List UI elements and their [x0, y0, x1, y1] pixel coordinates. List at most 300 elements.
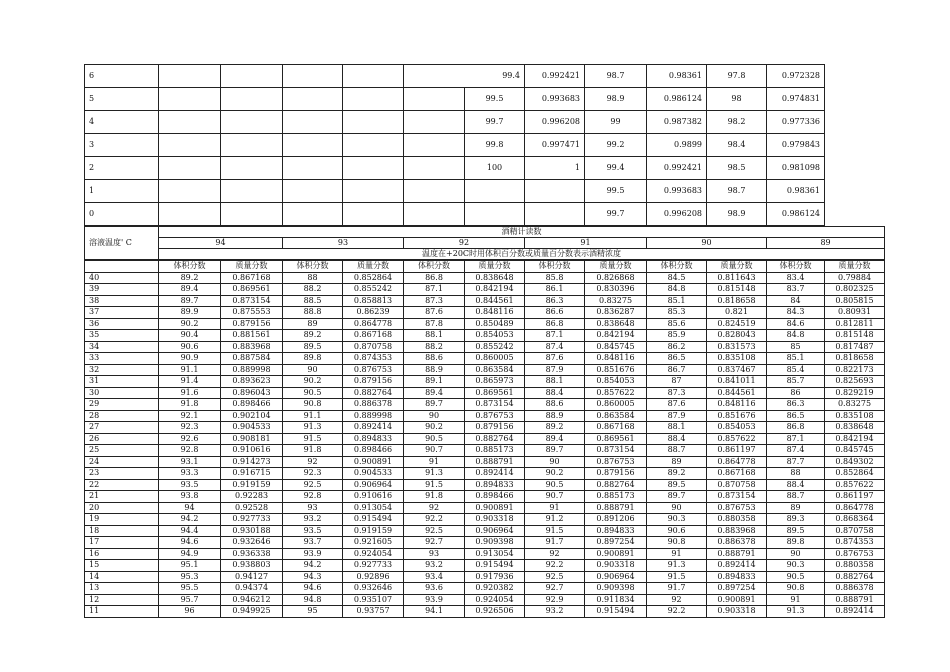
mass-cell: 0.932646	[221, 537, 283, 549]
mass-cell: 0.857622	[707, 433, 767, 445]
volume-cell: 85.8	[525, 272, 585, 284]
row-label: 0	[85, 203, 159, 226]
upper-table	[84, 64, 885, 226]
mass-cell: 0.857622	[825, 479, 885, 491]
mass-cell: 0.869561	[221, 284, 283, 296]
volume-cell: 90	[283, 364, 343, 376]
volume-cell: 92.5	[404, 525, 465, 537]
temperature-cell: 28	[85, 410, 159, 422]
volume-cell: 85.1	[647, 295, 707, 307]
mass-cell: 0.812811	[825, 318, 885, 330]
volume-cell: 89.2	[283, 330, 343, 342]
volume-cell: 93.1	[159, 456, 221, 468]
mass-cell: 0.848116	[465, 307, 525, 319]
volume-cell: 86.2	[647, 341, 707, 353]
volume-cell: 87.3	[404, 295, 465, 307]
volume-cell: 91.3	[283, 422, 343, 434]
volume-cell: 87.9	[647, 410, 707, 422]
volume-cell: 88.6	[404, 353, 465, 365]
volume-cell: 94.1	[404, 606, 465, 618]
empty-cell	[343, 88, 404, 111]
volume-cell: 94.6	[159, 537, 221, 549]
mass-cell: 0.894833	[707, 571, 767, 583]
mass-cell: 0.903318	[465, 514, 525, 526]
mass-cell: 0.811643	[707, 272, 767, 284]
volume-cell: 92.5	[283, 479, 343, 491]
volume-cell: 93	[283, 502, 343, 514]
empty-cell	[283, 111, 343, 134]
mass-cell: 0.855242	[343, 284, 404, 296]
empty-cell	[343, 203, 404, 226]
mass-cell: 0.854053	[707, 422, 767, 434]
mass-cell: 0.900891	[585, 548, 647, 560]
mass-cell: 0.94127	[221, 571, 283, 583]
temperature-cell: 29	[85, 399, 159, 411]
empty-cell	[159, 157, 221, 180]
volume-cell: 89	[767, 502, 825, 514]
volume-cell: 93.9	[404, 594, 465, 606]
volume-cell: 86.1	[525, 284, 585, 296]
mass-cell: 0.916715	[221, 468, 283, 480]
mass-cell: 0.892414	[707, 560, 767, 572]
mass-cell: 0.900891	[707, 594, 767, 606]
upper-row	[85, 111, 885, 134]
mass-cell: 0.891206	[585, 514, 647, 526]
volume-cell: 89.3	[767, 514, 825, 526]
mass-cell: 0.911834	[585, 594, 647, 606]
mass-cell: 0.888791	[825, 594, 885, 606]
mass-cell: 0.829219	[825, 387, 885, 399]
volume-cell: 90.5	[767, 571, 825, 583]
mass-cell: 0.851676	[585, 364, 647, 376]
mass-cell: 0.818658	[707, 295, 767, 307]
volume-cell: 87.7	[767, 456, 825, 468]
mass-cell: 0.838648	[585, 318, 647, 330]
volume-cell: 92.5	[525, 571, 585, 583]
mass-cell: 0.83275	[825, 399, 885, 411]
volume-cell: 91.1	[159, 364, 221, 376]
temperature-cell: 24	[85, 456, 159, 468]
volume-cell: 98.9	[707, 203, 767, 226]
mass-cell: 0.900891	[465, 502, 525, 514]
mass-cell: 0.897254	[707, 583, 767, 595]
empty-cell	[159, 203, 221, 226]
table-row	[85, 537, 885, 549]
mass-cell: 0.870758	[825, 525, 885, 537]
mass-cell: 0.909398	[465, 537, 525, 549]
volume-cell: 93.8	[159, 491, 221, 503]
mass-cell: 0.875553	[221, 307, 283, 319]
row-label: 1	[85, 180, 159, 203]
volume-cell: 93.4	[404, 571, 465, 583]
table-row	[85, 410, 885, 422]
mass-cell: 0.861197	[825, 491, 885, 503]
mass-cell: 0.92528	[221, 502, 283, 514]
mass-cell: 0.830396	[585, 284, 647, 296]
mass-cell: 0.854053	[585, 376, 647, 388]
reading-header: 92	[404, 238, 525, 249]
mass-cell: 0.870758	[343, 341, 404, 353]
mass-cell: 0.828043	[707, 330, 767, 342]
volume-cell: 92.1	[159, 410, 221, 422]
volume-cell: 93.5	[283, 525, 343, 537]
volume-cell: 90	[767, 548, 825, 560]
temperature-cell: 14	[85, 571, 159, 583]
mass-cell: 0.864778	[707, 456, 767, 468]
volume-cell: 98.4	[707, 134, 767, 157]
volume-cell: 87.4	[525, 341, 585, 353]
empty-cell	[221, 180, 283, 203]
volume-cell: 92.2	[647, 606, 707, 618]
upper-row	[85, 157, 885, 180]
volume-cell: 90.3	[767, 560, 825, 572]
volume-cell: 98.9	[585, 88, 647, 111]
temperature-cell: 38	[85, 295, 159, 307]
table-row	[85, 399, 885, 411]
temperature-cell: 40	[85, 272, 159, 284]
mass-cell: 0.913054	[465, 548, 525, 560]
volume-cell: 94.6	[283, 583, 343, 595]
temperature-cell: 15	[85, 560, 159, 572]
mass-cell: 0.869561	[465, 387, 525, 399]
mass-cell: 0.977336	[767, 111, 825, 134]
volume-cell: 87.1	[404, 284, 465, 296]
mass-cell	[525, 180, 585, 203]
mass-cell: 0.873154	[585, 445, 647, 457]
mass-cell: 0.919159	[343, 525, 404, 537]
mass-cell: 0.913054	[343, 502, 404, 514]
volume-cell: 92.7	[525, 583, 585, 595]
volume-cell: 90	[647, 502, 707, 514]
volume-cell: 88.7	[647, 445, 707, 457]
temperature-cell: 32	[85, 364, 159, 376]
volume-cell: 91.3	[647, 560, 707, 572]
volume-cell: 86.8	[767, 422, 825, 434]
mass-cell: 0.92896	[343, 571, 404, 583]
volume-cell: 87.1	[767, 433, 825, 445]
table-row	[85, 560, 885, 572]
volume-cell: 87.3	[647, 387, 707, 399]
mass-cell: 0.835108	[707, 353, 767, 365]
mass-cell: 0.845745	[825, 445, 885, 457]
mass-cell: 0.92283	[221, 491, 283, 503]
mass-cell: 0.949925	[221, 606, 283, 618]
mass-cell: 0.879156	[465, 422, 525, 434]
volume-cell: 88.9	[525, 410, 585, 422]
empty-cell	[343, 134, 404, 157]
row-label: 5	[85, 88, 159, 111]
empty-cell	[404, 111, 465, 134]
volume-cell: 91.5	[647, 571, 707, 583]
volume-cell: 90.2	[404, 422, 465, 434]
mass-cell: 0.909398	[585, 583, 647, 595]
mass-cell: 0.876753	[343, 364, 404, 376]
upper-row	[85, 203, 885, 226]
mass-cell: 0.889998	[343, 410, 404, 422]
mass-cell: 0.9899	[647, 134, 707, 157]
volume-cell: 89.2	[647, 468, 707, 480]
mass-cell: 0.924054	[343, 548, 404, 560]
volume-cell: 89.7	[159, 295, 221, 307]
reading-header: 91	[525, 238, 647, 249]
volume-cell: 88.1	[404, 330, 465, 342]
volume-cell: 92.2	[525, 560, 585, 572]
volume-cell: 89.7	[647, 491, 707, 503]
upper-row	[85, 180, 885, 203]
temperature-cell: 11	[85, 606, 159, 618]
empty-cell	[221, 157, 283, 180]
volume-cell: 88.6	[525, 399, 585, 411]
volume-cell: 90.7	[525, 491, 585, 503]
mass-cell: 0.870758	[707, 479, 767, 491]
mass-cell: 0.898466	[465, 491, 525, 503]
volume-cell: 92.6	[159, 433, 221, 445]
volume-cell: 87.1	[525, 330, 585, 342]
volume-cell: 91.5	[404, 479, 465, 491]
mass-cell: 0.857622	[585, 387, 647, 399]
table-row	[85, 583, 885, 595]
volume-cell: 90.9	[159, 353, 221, 365]
volume-cell: 95.3	[159, 571, 221, 583]
mass-cell: 0.879156	[585, 468, 647, 480]
volume-cell: 91.7	[647, 583, 707, 595]
meter-label: 酒精计读数	[159, 227, 885, 238]
vol-header: 体积分数	[525, 261, 585, 273]
mass-header: 质量分数	[707, 261, 767, 273]
empty-cell	[404, 203, 465, 226]
volume-cell: 91	[404, 456, 465, 468]
volume-cell: 91.5	[283, 433, 343, 445]
volume-cell: 99	[585, 111, 647, 134]
volume-cell: 92.9	[525, 594, 585, 606]
mass-cell: 0.882764	[585, 479, 647, 491]
temperature-cell: 37	[85, 307, 159, 319]
temperature-cell: 20	[85, 502, 159, 514]
volume-cell: 88.2	[283, 284, 343, 296]
volume-cell: 92.3	[159, 422, 221, 434]
volume-cell: 92.2	[404, 514, 465, 526]
mass-cell: 0.888791	[465, 456, 525, 468]
upper-row	[85, 65, 885, 88]
table-row	[85, 376, 885, 388]
volume-cell: 86.8	[404, 272, 465, 284]
volume-cell: 92	[283, 456, 343, 468]
volume-cell: 94.4	[159, 525, 221, 537]
empty-cell	[343, 65, 404, 88]
volume-cell: 93.2	[404, 560, 465, 572]
mass-cell: 0.904533	[221, 422, 283, 434]
mass-cell: 0.920382	[465, 583, 525, 595]
mass-cell: 0.887584	[221, 353, 283, 365]
mass-cell: 0.903318	[707, 606, 767, 618]
mass-cell: 0.880358	[707, 514, 767, 526]
empty-cell	[404, 134, 465, 157]
mass-cell: 0.876753	[585, 456, 647, 468]
mass-cell: 0.981098	[767, 157, 825, 180]
empty-cell	[343, 157, 404, 180]
volume-cell: 85.7	[767, 376, 825, 388]
mass-cell: 0.974831	[767, 88, 825, 111]
mass-cell: 0.842194	[465, 284, 525, 296]
empty-cell	[283, 65, 343, 88]
volume-cell: 98.7	[585, 65, 647, 88]
mass-cell: 0.826868	[585, 272, 647, 284]
mass-cell: 0.921605	[343, 537, 404, 549]
row-label: 6	[85, 65, 159, 88]
volume-cell: 87	[647, 376, 707, 388]
volume-cell: 89.4	[404, 387, 465, 399]
mass-cell: 0.900891	[343, 456, 404, 468]
volume-cell: 84.3	[767, 307, 825, 319]
empty-cell	[85, 261, 159, 273]
mass-cell: 0.848116	[585, 353, 647, 365]
empty-cell	[221, 203, 283, 226]
volume-cell: 89.8	[283, 353, 343, 365]
alcohol-table-sheet	[84, 64, 884, 618]
mass-cell: 0.854053	[465, 330, 525, 342]
reading-header: 90	[647, 238, 767, 249]
volume-cell: 87.9	[525, 364, 585, 376]
mass-cell: 0.880358	[825, 560, 885, 572]
temperature-cell: 18	[85, 525, 159, 537]
mass-cell: 0.883968	[221, 341, 283, 353]
volume-cell: 99.7	[465, 111, 525, 134]
mass-cell: 0.864778	[825, 502, 885, 514]
row-label: 3	[85, 134, 159, 157]
mass-cell: 0.915494	[585, 606, 647, 618]
mass-cell: 0.98361	[767, 180, 825, 203]
volume-cell: 87.8	[404, 318, 465, 330]
volume-cell: 84.8	[767, 330, 825, 342]
volume-cell: 88.1	[647, 422, 707, 434]
empty-cell	[343, 111, 404, 134]
volume-cell: 98	[707, 88, 767, 111]
volume-cell: 99.4	[585, 157, 647, 180]
volume-cell	[465, 203, 525, 226]
mass-cell: 0.821	[707, 307, 767, 319]
mass-cell: 0.897254	[585, 537, 647, 549]
volume-cell: 95	[283, 606, 343, 618]
empty-cell	[159, 134, 221, 157]
volume-cell: 91	[647, 548, 707, 560]
volume-cell: 91.1	[283, 410, 343, 422]
volume-cell: 87.4	[767, 445, 825, 457]
upper-row	[85, 88, 885, 111]
temperature-cell: 12	[85, 594, 159, 606]
temperature-cell: 33	[85, 353, 159, 365]
volume-cell: 90.3	[647, 514, 707, 526]
volume-cell: 98.5	[707, 157, 767, 180]
empty-cell	[283, 157, 343, 180]
temperature-cell: 36	[85, 318, 159, 330]
vol-header: 体积分数	[283, 261, 343, 273]
volume-cell: 99.5	[465, 88, 525, 111]
temperature-cell: 35	[85, 330, 159, 342]
mass-cell: 0.889998	[221, 364, 283, 376]
empty-cell	[283, 203, 343, 226]
mass-cell: 0.997471	[525, 134, 585, 157]
temperature-cell: 39	[85, 284, 159, 296]
mass-header: 质量分数	[825, 261, 885, 273]
mass-cell: 0.996208	[525, 111, 585, 134]
volume-cell: 89.1	[404, 376, 465, 388]
vol-header: 体积分数	[159, 261, 221, 273]
volume-cell: 93.9	[283, 548, 343, 560]
volume-cell: 90.2	[525, 468, 585, 480]
volume-cell: 91.8	[159, 399, 221, 411]
volume-cell: 86.3	[525, 295, 585, 307]
volume-cell: 90.8	[647, 537, 707, 549]
mass-cell: 0.844561	[707, 387, 767, 399]
mass-cell: 0.818658	[825, 353, 885, 365]
volume-cell: 87.6	[404, 307, 465, 319]
mass-cell: 0.831573	[707, 341, 767, 353]
mass-cell: 0.906964	[585, 571, 647, 583]
volume-cell: 93	[404, 548, 465, 560]
mass-cell: 0.836287	[585, 307, 647, 319]
volume-cell: 86	[767, 387, 825, 399]
empty-cell	[283, 180, 343, 203]
volume-cell: 91	[767, 594, 825, 606]
mass-cell: 0.842194	[825, 433, 885, 445]
mass-cell: 0.867168	[707, 468, 767, 480]
table-row	[85, 502, 885, 514]
volume-cell: 93.2	[525, 606, 585, 618]
mass-cell: 0.910616	[343, 491, 404, 503]
volume-cell: 89.8	[767, 537, 825, 549]
volume-cell: 90.4	[159, 330, 221, 342]
mass-cell: 0.935107	[343, 594, 404, 606]
volume-cell: 88.9	[404, 364, 465, 376]
volume-cell: 89.4	[525, 433, 585, 445]
empty-cell	[159, 180, 221, 203]
mass-cell: 0.986124	[767, 203, 825, 226]
volume-cell: 90.6	[647, 525, 707, 537]
volume-cell: 91.3	[404, 468, 465, 480]
volume-cell: 89.2	[159, 272, 221, 284]
mass-cell: 0.914273	[221, 456, 283, 468]
vol-header: 体积分数	[767, 261, 825, 273]
volume-cell: 94	[159, 502, 221, 514]
mass-cell: 0.863584	[465, 364, 525, 376]
mass-cell: 0.93757	[343, 606, 404, 618]
mass-cell: 0.852864	[825, 468, 885, 480]
table-row	[85, 330, 885, 342]
mass-cell: 0.850489	[465, 318, 525, 330]
mass-cell: 0.882764	[825, 571, 885, 583]
mass-cell: 0.867168	[585, 422, 647, 434]
volume-cell: 89.5	[767, 525, 825, 537]
empty-cell	[159, 88, 221, 111]
volume-cell: 99.8	[465, 134, 525, 157]
mass-cell: 0.867168	[343, 330, 404, 342]
volume-cell: 100	[465, 157, 525, 180]
mass-cell: 0.83275	[585, 295, 647, 307]
volume-cell: 85	[767, 341, 825, 353]
volume-cell: 90.5	[525, 479, 585, 491]
temperature-cell: 23	[85, 468, 159, 480]
volume-cell: 87.6	[525, 353, 585, 365]
volume-cell: 91.8	[404, 491, 465, 503]
volume-cell: 99.2	[585, 134, 647, 157]
mass-cell: 0.852864	[343, 272, 404, 284]
volume-cell: 86.7	[647, 364, 707, 376]
volume-cell: 90.6	[159, 341, 221, 353]
volume-cell	[465, 180, 525, 203]
volume-cell: 84.6	[767, 318, 825, 330]
volume-cell: 88.4	[647, 433, 707, 445]
mass-header: 质量分数	[585, 261, 647, 273]
